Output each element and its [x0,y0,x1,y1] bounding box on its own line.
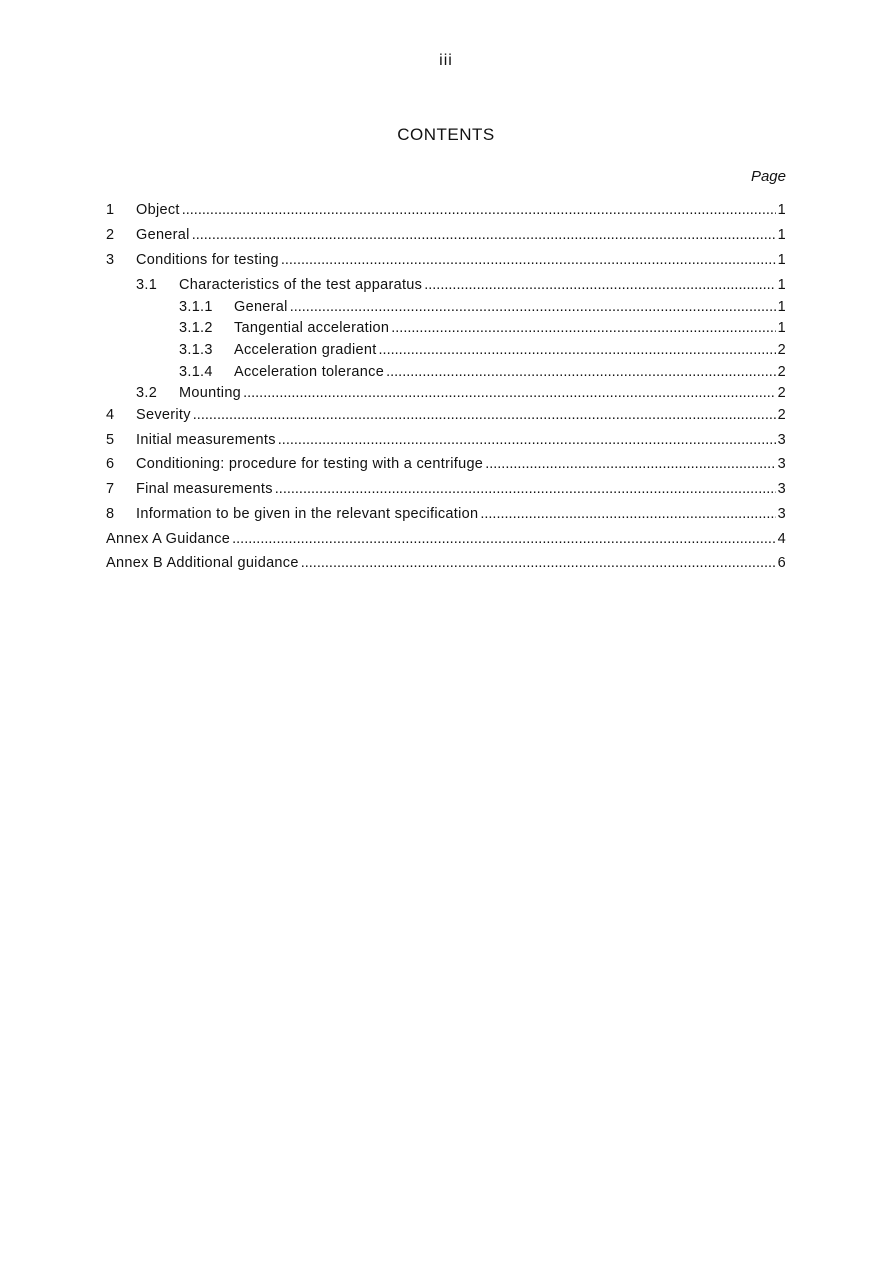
toc-leader-dots [379,340,776,360]
toc-number: 3.1.1 [179,299,213,315]
toc-title: Conditions for testing [136,252,279,268]
toc-number: 4 [106,407,115,423]
toc-title: Conditioning: procedure for testing with a centrifuge [136,456,484,472]
toc-page-number: 3 [777,432,786,448]
toc-number: 7 [106,481,115,497]
toc-entry-3-1-1[interactable] [179,297,786,317]
toc-leader-dots [232,529,776,549]
toc-leader-dots [281,250,776,270]
toc-leader-dots [243,383,776,403]
toc-leader-dots [424,275,775,295]
toc-number: 3 [106,252,115,268]
toc-page-number: 2 [777,407,786,423]
toc-leader-dots [391,318,775,338]
toc-entry-1[interactable] [106,200,786,220]
toc-title: Severity [136,407,191,423]
toc-title: General [234,299,288,315]
toc-page-number: 1 [777,227,786,243]
toc-title: Information to be given in the relevant specification [136,506,479,522]
toc-entry-3-1-3[interactable] [179,340,786,360]
toc-entry-3-2[interactable] [136,383,786,403]
toc-entry-annex-a[interactable] [106,529,786,549]
contents-title: CONTENTS [397,125,495,144]
toc-entry-3[interactable] [106,250,786,270]
toc-page-number: 1 [777,299,786,315]
toc-page-number: 2 [777,385,786,401]
toc-leader-dots [278,430,776,450]
page-column-header: Page [750,168,786,185]
page-number: iii [439,52,453,69]
toc-entry-6[interactable] [106,454,786,474]
toc-number: 2 [106,227,115,243]
toc-entry-2[interactable] [106,225,786,245]
toc-leader-dots [480,504,775,524]
toc-number: 3.2 [136,385,158,401]
toc-entry-8[interactable] [106,504,786,524]
toc-entry-3-1-4[interactable] [179,362,786,382]
toc-leader-dots [290,297,776,317]
toc-title: Annex A Guidance [106,531,231,547]
toc-page-number: 3 [777,506,786,522]
toc-title: Mounting [179,385,242,401]
toc-number: 5 [106,432,115,448]
toc-title: Object [136,202,180,218]
toc-number: 6 [106,456,115,472]
toc-page-number: 4 [777,531,786,547]
toc-page-number: 3 [777,456,786,472]
toc-entry-5[interactable] [106,430,786,450]
toc-entry-4[interactable] [106,405,786,425]
toc-leader-dots [485,454,775,474]
toc-page-number: 2 [777,342,786,358]
toc-number: 3.1.2 [179,320,213,336]
toc-number: 3.1.4 [179,364,213,380]
toc-number: 3.1.3 [179,342,213,358]
toc-entry-annex-b[interactable] [106,553,786,573]
toc-leader-dots [386,362,776,382]
toc-leader-dots [301,553,776,573]
toc-leader-dots [193,405,776,425]
toc-number: 8 [106,506,115,522]
toc-entry-3-1[interactable] [136,275,786,295]
toc-title: Tangential acceleration [234,320,390,336]
toc-title: General [136,227,190,243]
toc-page-number: 1 [777,252,786,268]
toc-number: 3.1 [136,277,158,293]
toc-leader-dots [182,200,776,220]
toc-page-number: 1 [777,277,786,293]
toc-number: 1 [106,202,115,218]
toc-title: Acceleration tolerance [234,364,385,380]
toc-page-number: 2 [777,364,786,380]
toc-title: Initial measurements [136,432,276,448]
toc-leader-dots [275,479,776,499]
toc-page-number: 6 [777,555,786,571]
toc-page-number: 1 [777,202,786,218]
toc-entry-7[interactable] [106,479,786,499]
toc-leader-dots [192,225,776,245]
toc-title: Characteristics of the test apparatus [179,277,423,293]
toc-page-number: 1 [777,320,786,336]
toc-title: Final measurements [136,481,273,497]
toc-page-number: 3 [777,481,786,497]
toc-title: Annex B Additional guidance [106,555,299,571]
toc-entry-3-1-2[interactable] [179,318,786,338]
toc-title: Acceleration gradient [234,342,377,358]
